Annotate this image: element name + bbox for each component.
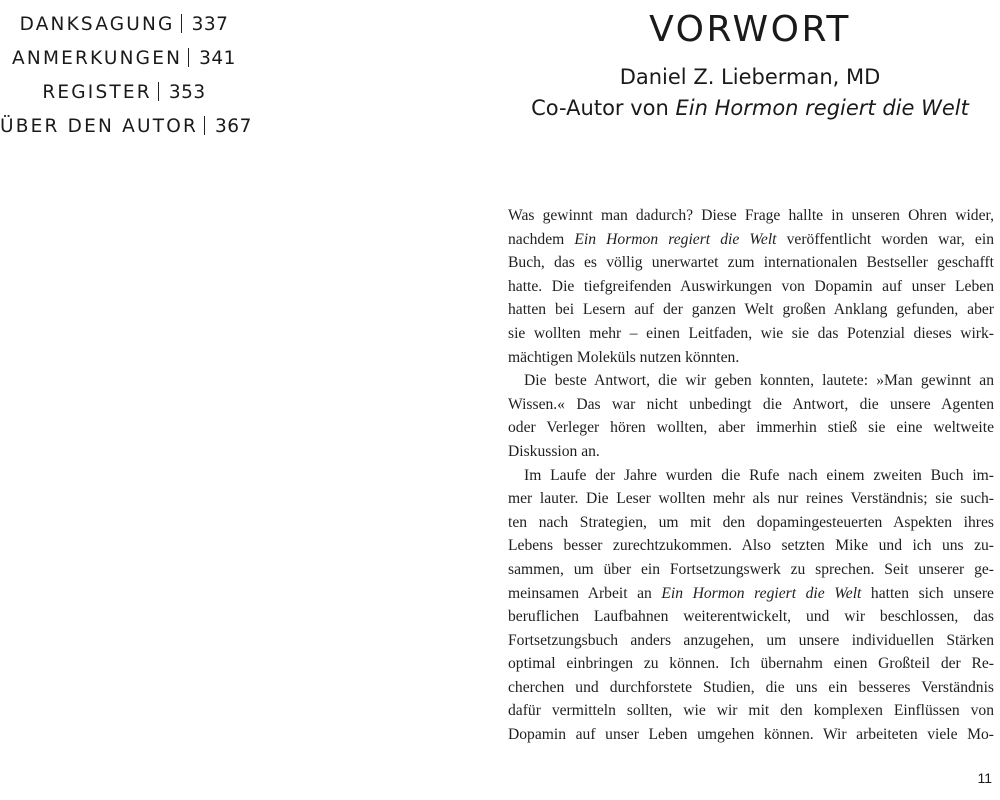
text-fragment: nachdem (508, 230, 575, 248)
toc-entry-anmerkungen[interactable] (0, 42, 248, 76)
toc-separator (181, 14, 182, 33)
text-fragment: veröffentlicht worden war, ein (776, 230, 994, 248)
text-line: Diskussion an. (508, 442, 600, 460)
text-line: beruflichen Laufbahnen weiterentwickelt, und wir beschlossen, das (508, 608, 994, 626)
text-line: sie wollten mehr – einen Leitfaden, wie sie das Potenzial dieses wirk- (508, 324, 994, 342)
text-line: hatten bei Lesern auf der ganzen Welt großen Anklang gefunden, aber (508, 301, 994, 319)
text-line: Die beste Antwort, die wir geben konnten, lautete: »Man gewinnt an (524, 372, 994, 390)
author-credit-book-title: Ein Hormon regiert die Welt (675, 96, 969, 120)
text-line: Was gewinnt man dadurch? Diese Frage hallte in unseren Ohren wider, (508, 207, 994, 224)
text-line: mächtigen Moleküls nutzen könnten. (508, 348, 740, 366)
paragraph-1 (508, 204, 994, 369)
book-title-italic: Ein Hormon regiert die Welt (661, 584, 862, 602)
toc-separator (188, 48, 189, 67)
toc-entry-label: ANMERKUNGEN (12, 48, 183, 69)
text-line: Dopamin auf unser Leben umgehen können. Wir arbeiteten viele Mo- (508, 726, 994, 744)
body-text (508, 204, 994, 747)
toc-entry-page: 341 (199, 48, 236, 69)
text-line: Buch, das es völlig unerwartet zum internationalen Bestseller geschafft (508, 254, 994, 272)
text-line: Wissen.« Das war nicht unbedingt die Antwort, die unsere Agenten (508, 395, 994, 413)
author-credit-prefix: Co-Autor von (531, 96, 676, 120)
text-line: Lebens besser zurechtzukommen. Also setzten Mike und ich uns zu- (508, 537, 994, 555)
page-number: 11 (977, 770, 992, 786)
chapter-author: Daniel Z. Lieberman, MD (619, 65, 881, 89)
chapter-title: VORWORT (649, 9, 851, 50)
toc-entry-page: 353 (168, 82, 206, 103)
text-line (508, 228, 994, 252)
text-line: hatte. Die tiefgreifenden Auswirkungen von Dopamin auf unser Leben (508, 277, 994, 295)
text-line: Im Laufe der Jahre wurden die Rufe nach einem zweiten Buch im- (524, 466, 994, 484)
toc-entry-page: 367 (215, 116, 252, 137)
text-line: optimal einbringen zu können. Ich übernahm einen Großteil der Re- (508, 655, 994, 673)
text-line: mer lauter. Die Leser wollten mehr als nur reines Verständnis; sie such- (508, 490, 994, 508)
paragraph-3 (508, 464, 994, 747)
toc-entry-page: 337 (191, 14, 229, 35)
toc-entry-label: DANKSAGUNG (19, 14, 175, 35)
text-line: sammen, um über ein Fortsetzungswerk zu sprechen. Seit unserer ge- (508, 560, 994, 578)
toc-separator (158, 82, 159, 101)
toc-separator (204, 116, 205, 135)
text-fragment: meinsamen Arbeit an (508, 584, 662, 602)
text-line (508, 582, 994, 606)
toc-entry-label: REGISTER (42, 82, 152, 103)
chapter-heading (520, 8, 980, 123)
text-line: cherchen und durchforstete Studien, die uns ein besseres Verständnis (508, 678, 994, 696)
text-line: ten nach Strategien, um mit den dopamingesteuerten Aspekten ihres (508, 513, 994, 531)
paragraph-2 (508, 369, 994, 463)
text-line: dafür vermitteln sollten, wie wir mit den komplexen Einflüssen von (508, 702, 994, 720)
text-fragment: hatten sich unsere (861, 584, 994, 602)
toc-entry-label: ÜBER DEN AUTOR (0, 116, 199, 137)
text-line: oder Verleger hören wollten, aber immerhin stieß sie eine weltweite (508, 419, 994, 437)
toc-entry-danksagung[interactable] (0, 8, 248, 42)
toc-entry-ueber-den-autor[interactable] (0, 110, 252, 144)
author-credit (520, 93, 980, 123)
text-line: Fortsetzungsbuch anders anzugehen, um unsere individuellen Stärken (508, 631, 994, 649)
table-of-contents (0, 8, 252, 144)
book-title-italic: Ein Hormon regiert die Welt (574, 230, 777, 248)
toc-entry-register[interactable] (0, 76, 248, 110)
